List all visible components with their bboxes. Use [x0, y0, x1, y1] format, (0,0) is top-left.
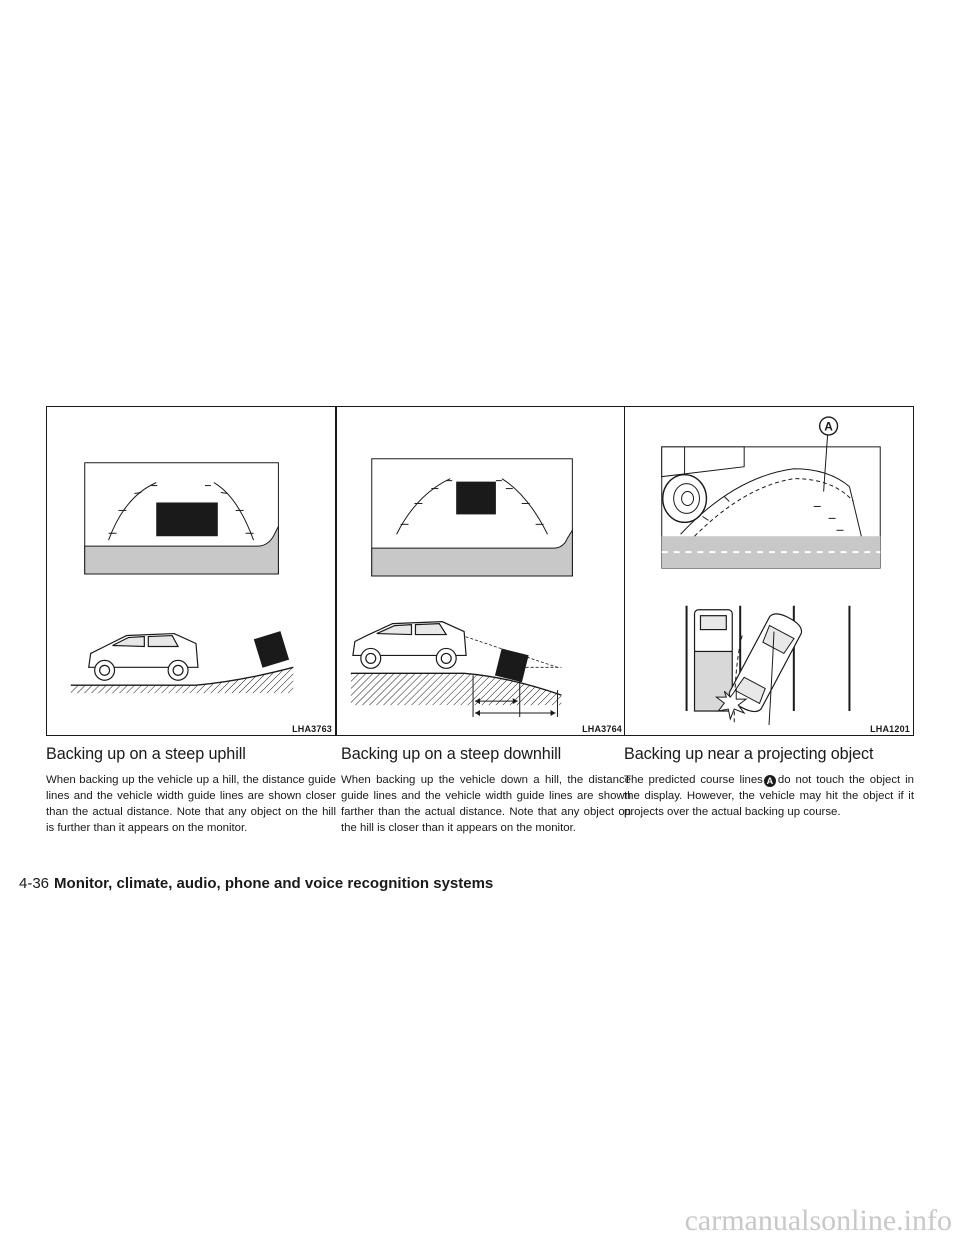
body-text-after: do not touch the object in the display. However, the vehicle may hit the object if it projects over the actual backing up course. — [624, 774, 914, 818]
section-body — [624, 772, 914, 820]
section-uphill — [46, 744, 336, 836]
section-downhill — [341, 744, 631, 836]
page-footer — [19, 875, 493, 892]
section-body: When backing up the vehicle up a hill, the distance guide lines and the vehicle width guide lines are shown closer than the actual distance. Note that any object on the hill is further than it appears on the monitor. — [46, 774, 336, 834]
figure-code: LHA3764 — [582, 724, 622, 734]
section-projecting-object — [624, 744, 914, 820]
section-heading: Backing up near a projecting object — [624, 745, 874, 763]
uphill-illustration — [47, 407, 335, 735]
figure-code: LHA3763 — [292, 724, 332, 734]
callout-a-marker: A — [764, 775, 776, 787]
section-heading: Backing up on a steep downhill — [341, 745, 562, 763]
footer-section-title: Monitor, climate, audio, phone and voice recognition systems — [54, 875, 494, 892]
section-body: When backing up the vehicle down a hill, the distance guide lines and the vehicle width guide lines are shown farther than the actual distance. Note that any object on the hill is closer than it appears on the monitor. — [341, 774, 631, 834]
figure-code: LHA1201 — [870, 724, 910, 734]
figure-uphill — [46, 406, 336, 736]
figure-downhill — [336, 406, 626, 736]
page-number: 4-36 — [19, 875, 50, 892]
projecting-object-illustration — [625, 407, 913, 735]
figure-projecting-object — [624, 406, 914, 736]
watermark: carmanualsonline.info — [684, 1204, 952, 1237]
section-heading: Backing up on a steep uphill — [46, 745, 246, 763]
body-text-before: The predicted course lines — [624, 774, 763, 786]
downhill-illustration — [337, 407, 625, 735]
callout-a-label: A — [824, 419, 833, 434]
